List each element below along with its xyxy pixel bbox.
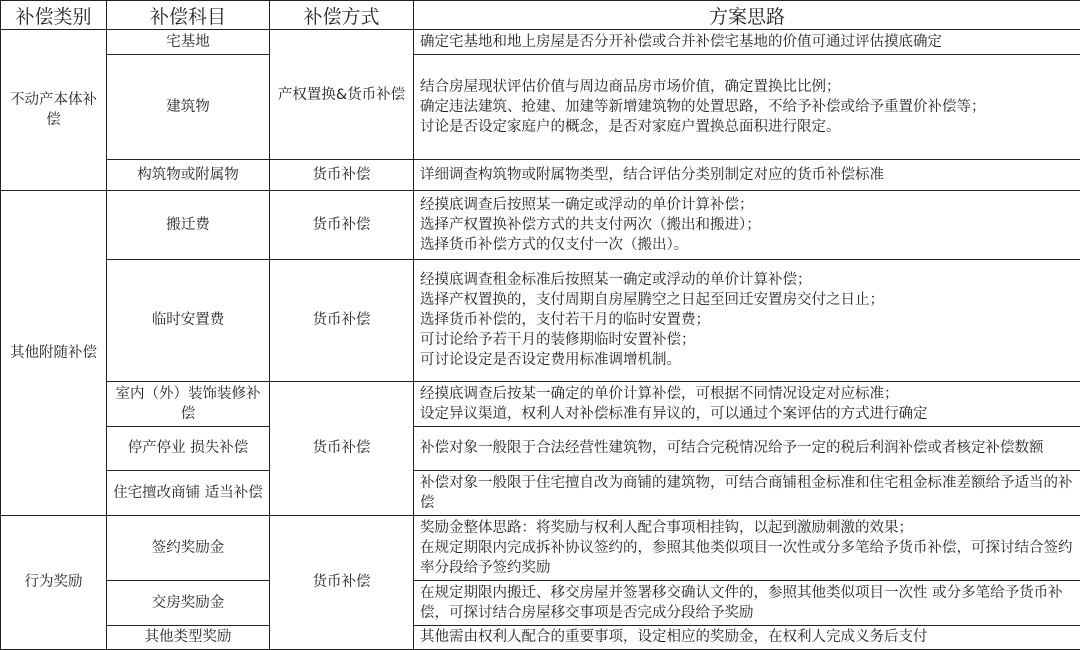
subject-cell: 构筑物或附属物	[107, 160, 270, 190]
table-row	[1, 381, 1080, 426]
plan-line: 选择货币补偿的，支付若干月的临时安置费；	[420, 312, 710, 329]
method-cell: 货币补偿	[270, 190, 414, 259]
plan-line: 经摸底调查后按照某一确定或浮动的单价计算补偿；	[420, 196, 754, 213]
category-cell: 不动产本体补偿	[1, 30, 107, 190]
table-row	[1, 54, 1080, 160]
plan-cell	[414, 54, 1080, 160]
table-row	[1, 259, 1080, 381]
plan-line: 其他需由权利人配合的重要事项，设定相应的奖励金，在权利人完成义务后支付	[420, 629, 928, 646]
plan-line: 确定宅基地和地上房屋是否分开补偿或合并补偿宅基地的价值可通过评估摸底确定	[420, 34, 942, 51]
plan-cell: 补偿对象一般限于合法经营性建筑物，可结合完税情况给予一定的税后利润补偿或者核定补偿数额	[414, 426, 1080, 471]
method-cell: 货币补偿	[270, 515, 414, 649]
table-row	[1, 30, 1080, 54]
subject-cell: 签约奖励金	[107, 515, 270, 580]
header-subject: 补偿科目	[107, 1, 270, 30]
plan-line: 可讨论设定是否设定费用标准调增机制。	[420, 352, 681, 369]
plan-line: 选择产权置换的，支付周期自房屋腾空之日起至回迁安置房交付之日止；	[420, 292, 884, 309]
plan-line: 结合房屋现状评估价值与周边商品房市场价值，确定置换比比例；	[420, 79, 841, 96]
subject-cell: 室内（外）装饰装修补偿	[107, 381, 270, 426]
plan-line: 经摸底调查租金标准后按照某一确定或浮动的单价计算补偿；	[420, 272, 812, 289]
table-row	[1, 625, 1080, 649]
plan-line: 设定异议渠道，权利人对补偿标准有异议的，可以通过个案评估的方式进行确定	[420, 405, 928, 422]
table-row	[1, 190, 1080, 259]
plan-cell: 在规定期限内搬迁、移交房屋并签署移交确认文件的，参照其他类似项目一次性 或分多笔给予货币补偿，可探讨结合房屋移交事项是否完成分段给予奖励	[414, 580, 1080, 625]
category-cell: 其他附随补偿	[1, 190, 107, 515]
plan-line: 详细调查构筑物或附属物类型，结合评估分类别制定对应的货币补偿标准	[420, 167, 884, 184]
subject-cell: 住宅擅改商铺 适当补偿	[107, 471, 270, 516]
plan-cell	[414, 160, 1080, 190]
subject-cell: 停产停业 损失补偿	[107, 426, 270, 471]
header-plan: 方案思路	[414, 1, 1080, 30]
plan-line: 在规定期限内完成拆补协议签约的，参照其他类似项目一次性或分多笔给予货币补偿，可探讨结合签约率分段给予签约奖励	[420, 539, 1073, 576]
method-cell: 货币补偿	[270, 160, 414, 190]
table-row	[1, 515, 1080, 580]
plan-cell	[414, 515, 1080, 580]
table-row	[1, 426, 1080, 471]
plan-cell	[414, 30, 1080, 54]
subject-cell: 宅基地	[107, 30, 270, 54]
header-method: 补偿方式	[270, 1, 414, 30]
plan-cell: 补偿对象一般限于住宅擅自改为商铺的建筑物，可结合商铺租金标准和住宅租金标准差额给予适当的补偿	[414, 471, 1080, 516]
table-row	[1, 160, 1080, 190]
plan-line: 选择产权置换补偿方式的共支付两次（搬出和搬进）；	[420, 216, 761, 233]
header-row	[1, 1, 1080, 30]
subject-cell: 其他类型奖励	[107, 625, 270, 649]
subject-cell: 建筑物	[107, 54, 270, 160]
plan-cell	[414, 625, 1080, 649]
header-category: 补偿类别	[1, 1, 107, 30]
plan-line: 可讨论给予若干月的装修期临时安置补偿；	[420, 332, 696, 349]
subject-cell: 搬迁费	[107, 190, 270, 259]
method-cell: 产权置换&货币补偿	[270, 30, 414, 160]
method-cell: 货币补偿	[270, 259, 414, 381]
table-row	[1, 580, 1080, 625]
plan-cell	[414, 381, 1080, 426]
plan-line: 确定违法建筑、抢建、加建等新增建筑物的处置思路，不给予补偿或给予重置价补偿等；	[420, 99, 986, 116]
plan-line: 讨论是否设定家庭户的概念，是否对家庭户置换总面积进行限定。	[420, 119, 841, 136]
plan-line: 奖励金整体思路：将奖励与权利人配合事项相挂钩，以起到激励刺激的效果；	[420, 519, 913, 536]
plan-cell	[414, 259, 1080, 381]
plan-cell	[414, 190, 1080, 259]
plan-line: 选择货币补偿方式的仅支付一次（搬出）。	[420, 236, 689, 253]
category-cell: 行为奖励	[1, 515, 107, 649]
method-cell: 货币补偿	[270, 381, 414, 515]
table-row	[1, 471, 1080, 516]
subject-cell: 临时安置费	[107, 259, 270, 381]
subject-cell: 交房奖励金	[107, 580, 270, 625]
plan-line: 经摸底调查后按某一确定的单价计算补偿，可根据不同情况设定对应标准；	[420, 385, 899, 402]
